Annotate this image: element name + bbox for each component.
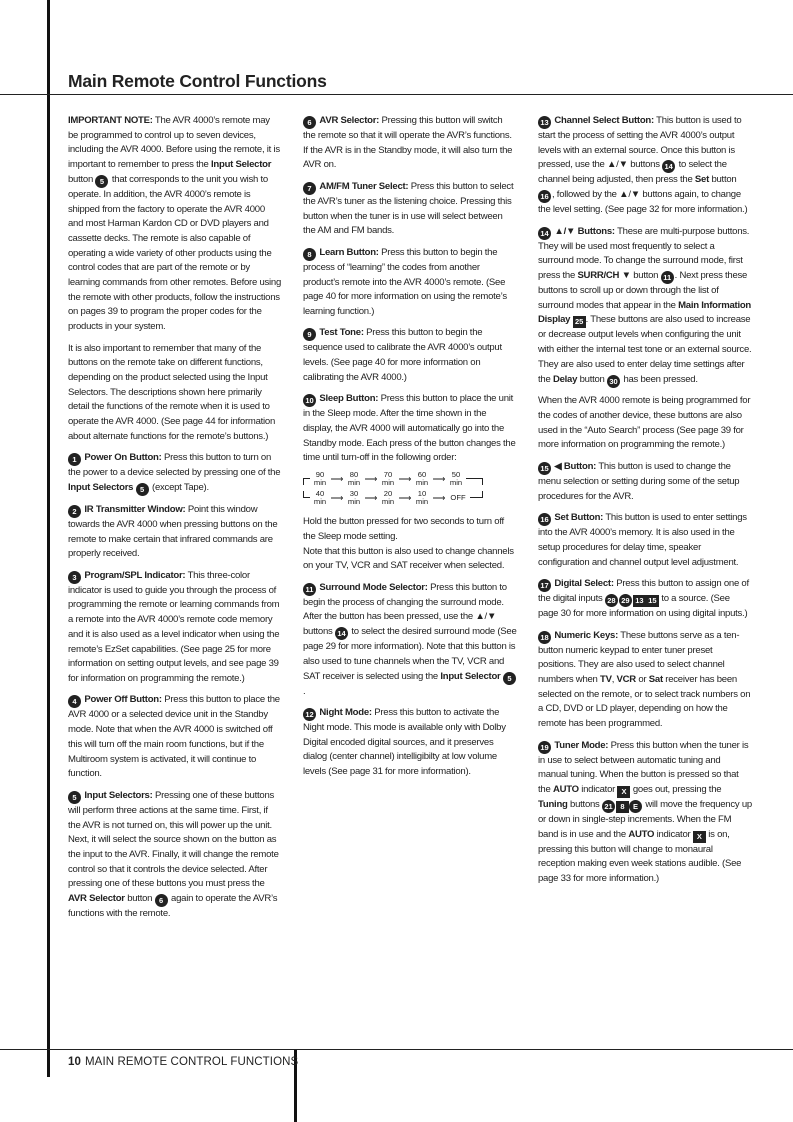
- item-channel-select: 13 Channel Select Button: This button is used to start the process of setting the AVR 4000’s output levels with an external source. Once this button is pressed, use the ▲/▼ buttons 14 to select the channel being adjusted, then press the Set button 16 , followed by the ▲/▼ buttons again, to change the level setting. (See page 32 for more information.): [538, 115, 748, 216]
- item-sleep-button: 10 Sleep Button: Press this button to place the unit in the Sleep mode. After the time shown in the display, the AVR 4000 will automatically go into the Standby mode. Each press of the button changes the time until turn-off in the following order:: [303, 393, 516, 464]
- sleep-step: 70 min: [381, 469, 395, 487]
- arrow-right-icon: ⟶: [330, 492, 344, 503]
- intro-paragraph-2: It is also important to remember that many of the buttons on the remote take on different functions, depending on the product selected using the Input Selectors. The descriptions shown here primarily detail the functions of the remote when it is used to operate the AVR 4000. (See page 44 for information about alternate functions for the remote’s buttons.): [68, 342, 276, 442]
- item-test-tone: 9 Test Tone: Press this button to begin the sequence used to calibrate the AVR 4000’s output levels. (See page 40 for more information on calibrating the AVR 4000.): [303, 327, 502, 383]
- item-power-on: 1 Power On Button: Press this button to turn on the power to a device selected by pressing one of the Input Selectors 5 (except Tape).: [68, 452, 281, 495]
- item-left-button: 15 ◀ Button: This button is used to change the menu selection or setting during some of the setup procedures for the AVR.: [538, 460, 740, 502]
- diagram-bracket: [476, 478, 483, 485]
- column-3: [538, 114, 752, 894]
- callout-square-icon: 8: [616, 801, 629, 813]
- diagram-bracket: [476, 491, 483, 498]
- callout-number-icon: 30: [607, 375, 620, 388]
- item-input-selectors: 5 Input Selectors: Pressing one of these buttons will perform three actions at the same time. First, if the AVR is not turned on, this will power up the unit. Next, it will select the source shown on the button as the input to the AVR. Finally, it will change the remote control so that it controls the device selected. After pressing one of these buttons you must press the AVR Selector button 6 again to operate the AVR’s functions with the remote.: [68, 789, 279, 920]
- important-note: IMPORTANT NOTE: The AVR 4000’s remote may be programmed to control up to seven devices, including the AVR 4000. Before using the remote, it is important to remember to press the Input Selector button 5 that corresponds to the unit you wish to operate. In addition, the AVR 4000’s remote is shipped from the factory to operate the AVR 4000 and most Harman Kardon CD or DVD players and cassette decks. The remote is also capable of operating a wide variety of other products using the control codes that are part of the remote or by learning commands from other remotes. Before using the remote with other products, follow the instructions on pages 39 to program the proper codes for the products in your system.: [68, 115, 282, 333]
- item-sleep-note: Note that this button is also used to change channels on your TV, VCR and SAT receiver when selected.: [303, 545, 514, 572]
- callout-square-icon: 25: [573, 316, 586, 328]
- arrow-right-icon: ⟶: [398, 473, 412, 484]
- item-power-off: 4 Power Off Button: Press this button to place the AVR 4000 or a selected device unit in the Standby mode. Note that when the AVR 4000 is switched off this will turn off the main room functions, but if the Multiroom system is activated, it will continue to function.: [68, 694, 280, 780]
- item-tuner-mode: 19 Tuner Mode: Press this button when the tuner is in use to select between automatic tuning and manual tuning. When the button is pressed so that the AUTO indicator X goes out, pressing the Tuning buttons 21 8 E will move the frequency up or down in single-step increments. When the FM band is in use and the AUTO indicator X is on, pressing this button will change to monaural reception making even week stations audible. (See page 33 for more information.): [538, 739, 752, 885]
- page-footer: [68, 1056, 298, 1068]
- column-2: [303, 114, 517, 787]
- item-up-down-buttons: 14 ▲/▼ Buttons: These are multi-purpose buttons. They will be used most frequently to select a surround mode. To change the surround mode, first press the SURR/CH ▼ button 11 . Next press these buttons to scroll up or down through the list of surround modes that appear in the Main Information Display 25 . These buttons are also used to increase or decrease output levels when configuring the unit with either the internal test tone or an external source. They are also used to enter delay time settings after the Delay button 30 has been pressed.: [538, 225, 752, 386]
- item-learn-button: 8 Learn Button: Press this button to begin the process of “learning” the codes from another product’s remote into the AVR 4000’s remote. (See page 40 for more information on using the remote’s learning function.): [303, 246, 507, 317]
- item-ir-window: 2 IR Transmitter Window: Point this window towards the AVR 4000 when pressing buttons on the remote to make certain that infrared commands are properly received.: [68, 503, 278, 560]
- callout-square-icon: X: [693, 831, 706, 843]
- callout-number-icon: 14: [538, 227, 551, 240]
- callout-number-icon: 17: [538, 579, 551, 592]
- item-numeric-keys: 18 Numeric Keys: These buttons serve as a ten-button numeric keypad to enter tuner preset positions. They are also used to select channel numbers when TV, VCR or Sat receiver has been selected on the remote, or to select track numbers on a CD, DVD or LD player, depending on how the remote has been programmed.: [538, 629, 751, 730]
- callout-number-icon: 3: [68, 571, 81, 584]
- item-surround-selector: 11 Surround Mode Selector: Press this button to begin the process of changing the surround mode. After the button has been pressed, use the ▲/▼ buttons 14 to select the desired surround mode (See page 29 for more information). Note that this button is also used to tune channels when the TV, VCR and SAT receiver is selected using the Input Selector 5.: [303, 581, 517, 697]
- arrow-right-icon: ⟶: [364, 473, 378, 484]
- callout-number-icon: 6: [155, 894, 168, 907]
- callout-number-icon: 11: [661, 271, 674, 284]
- callout-square-icon: 15: [646, 595, 659, 607]
- callout-number-icon: 28: [605, 594, 618, 607]
- item-tuner-select: 7 AM/FM Tuner Select: Press this button to select the AVR’s tuner as the listening choice. Pressing this button when the tuner is in use will select between the AM and FM bands.: [303, 180, 514, 237]
- callout-number-icon: 19: [538, 741, 551, 754]
- item-set-button: 16 Set Button: This button is used to enter settings into the AVR 4000’s memory. It is also used in the setup procedures for delay time, speaker configuration and channel output level adjustment.: [538, 512, 747, 568]
- callout-number-icon: 5: [136, 483, 149, 496]
- item-night-mode: 12 Night Mode: Press this button to activate the Night mode. This mode is available only with Dolby Digital encoded digital sources, and it preserves dialog (center channel) intelligibilty at low volume levels (See page 31 for more information).: [303, 707, 506, 778]
- callout-number-icon: 14: [335, 627, 348, 640]
- item-sleep-after: Hold the button pressed for two seconds to turn off the Sleep mode setting.: [303, 516, 504, 542]
- callout-square-icon: X: [617, 786, 630, 798]
- callout-number-icon: 1: [68, 453, 81, 466]
- callout-number-icon: 21: [602, 800, 615, 813]
- callout-number-icon: 14: [662, 160, 675, 173]
- page-title: Main Remote Control Functions: [68, 71, 327, 91]
- callout-number-icon: 7: [303, 182, 316, 195]
- callout-number-icon: 11: [303, 583, 316, 596]
- sleep-step: 90 min: [313, 469, 327, 487]
- header-rule: [0, 94, 793, 95]
- item-avr-selector: 6 AVR Selector: Pressing this button will switch the remote so that it will operate the AVR’s functions. If the AVR is in the Standby mode, it will also turn the AVR on.: [303, 115, 513, 171]
- diagram-bracket: [303, 491, 310, 498]
- arrow-right-icon: ⟶: [432, 492, 446, 503]
- callout-number-icon: 9: [303, 328, 316, 341]
- callout-square-icon: 13: [633, 595, 646, 607]
- callout-number-icon: 5: [68, 791, 81, 804]
- sleep-step-off: OFF: [450, 492, 466, 502]
- item-digital-select: 17 Digital Select: Press this button to assign one of the digital inputs 28 29 13 15 to a source. (See page 30 for more information on using digital inputs.): [538, 578, 749, 620]
- sleep-step: 20 min: [381, 488, 395, 506]
- callout-number-icon: 29: [619, 594, 632, 607]
- arrow-right-icon: ⟶: [398, 492, 412, 503]
- item-up-down-auto-search: When the AVR 4000 remote is being programmed for the codes of another device, these buttons are also used in the “Auto Search” process (See page 39 for more information on programming the remote.): [538, 395, 751, 451]
- item-program-indicator: 3 Program/SPL Indicator: This three-color indicator is used to guide you through the process of programming the remote or learning commands from a remote into the AVR 4000’s remote code memory and it is also used as a level indicator when using the remote’s EzSet capabilities. (See page 25 for more information on setting output levels, and see page 39 for information on programming the remote.): [68, 569, 280, 684]
- arrow-right-icon: ⟶: [364, 492, 378, 503]
- callout-number-icon: 8: [303, 248, 316, 261]
- sleep-timer-diagram: [303, 469, 517, 507]
- callout-number-icon: 4: [68, 695, 81, 708]
- arrow-right-icon: ⟶: [432, 473, 446, 484]
- sleep-diagram-row-2: [303, 488, 517, 507]
- diagram-bracket: [303, 478, 310, 485]
- callout-number-icon: 5: [503, 672, 516, 685]
- sleep-step: 40 min: [313, 488, 327, 506]
- callout-number-icon: 2: [68, 505, 81, 518]
- callout-number-icon: 18: [538, 631, 551, 644]
- callout-number-icon: 15: [538, 462, 551, 475]
- callout-number-icon: 12: [303, 708, 316, 721]
- sleep-step: 50 min: [449, 469, 463, 487]
- callout-number-icon: 13: [538, 116, 551, 129]
- sleep-step: 80 min: [347, 469, 361, 487]
- column-1: [68, 114, 282, 929]
- left-margin-bar: [47, 0, 50, 1077]
- sleep-step: 60 min: [415, 469, 429, 487]
- callout-number-icon: E: [629, 800, 642, 813]
- callout-number-icon: 16: [538, 190, 551, 203]
- sleep-step: 30 min: [347, 488, 361, 506]
- callout-number-icon: 16: [538, 513, 551, 526]
- footer-section: MAIN REMOTE CONTROL FUNCTIONS: [85, 1056, 299, 1068]
- callout-number-icon: 5: [95, 175, 108, 188]
- sleep-diagram-row-1: [303, 469, 517, 488]
- footer-rule: [0, 1049, 793, 1050]
- callout-number-icon: 6: [303, 116, 316, 129]
- page-number: 10: [68, 1056, 81, 1068]
- callout-number-icon: 10: [303, 394, 316, 407]
- sleep-step: 10 min: [415, 488, 429, 506]
- arrow-right-icon: ⟶: [330, 473, 344, 484]
